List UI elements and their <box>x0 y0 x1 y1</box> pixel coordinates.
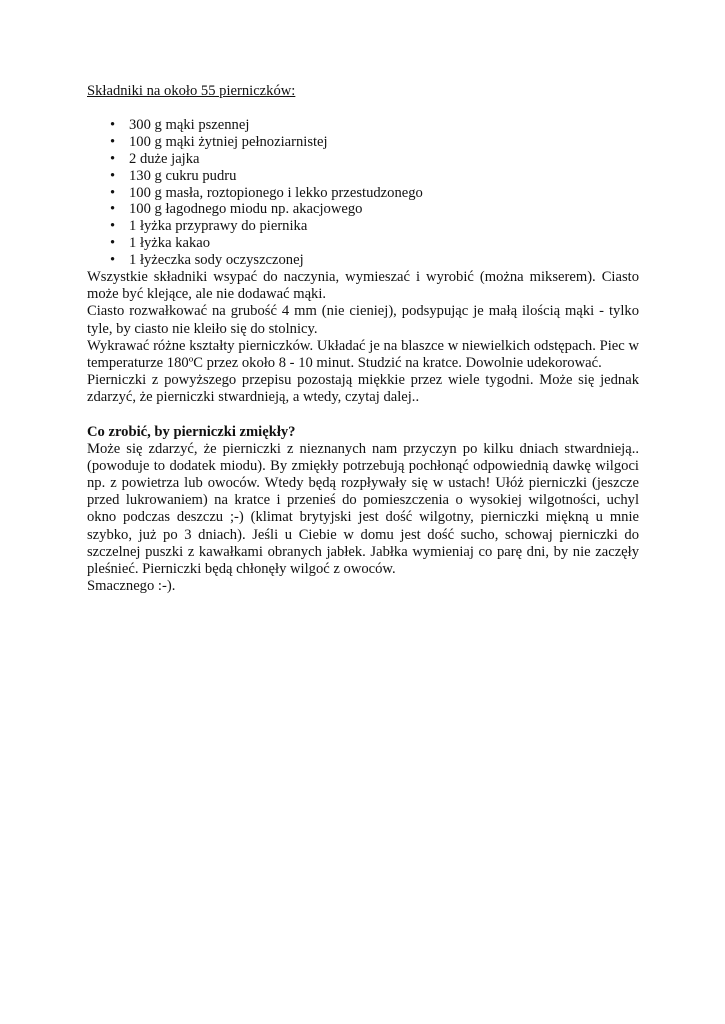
closing-line: Smacznego :-). <box>87 578 176 595</box>
bullet-icon: • <box>110 201 116 218</box>
ingredients-list <box>87 117 639 269</box>
softening-section-title: Co zrobić, by pierniczki zmiękły? <box>87 423 296 440</box>
bullet-icon: • <box>110 218 116 235</box>
instructions-mixing: Wszystkie składniki wsypać do naczynia, wymieszać i wyrobić (można mikserem). Ciasto może być klejące, ale nie dodawać mąki. <box>87 269 639 303</box>
bullet-icon: • <box>110 235 116 252</box>
list-item <box>87 151 639 168</box>
list-item <box>87 218 639 235</box>
list-item <box>87 117 639 134</box>
instructions-storage-note: Pierniczki z powyższego przepisu pozostają miękkie przez wiele tygodni. Może się jednak zdarzyć, że pierniczki stwardnieją, a wtedy, czytaj dalej.. <box>87 372 639 406</box>
list-item <box>87 252 639 269</box>
instructions-rolling: Ciasto rozwałkować na grubość 4 mm (nie cieniej), podsypując je małą ilością mąki - tylko tyle, by ciasto nie kleiło się do stolnicy. <box>87 303 639 337</box>
ingredient-text: 1 łyżka kakao <box>129 235 211 252</box>
document-page <box>87 83 639 595</box>
ingredient-text: 300 g mąki pszennej <box>129 117 250 133</box>
ingredients-heading: Składniki na około 55 pierniczków: <box>87 83 296 99</box>
ingredient-text: 100 g mąki żytniej pełnoziarnistej <box>129 133 328 150</box>
bullet-icon: • <box>110 184 116 201</box>
instructions-baking: Wykrawać różne kształty pierniczków. Układać je na blaszce w niewielkich odstępach. Piec w temperaturze 180ºC przez około 8 - 10 minut. Studzić na kratce. Dowolnie udekorować. <box>87 337 639 372</box>
bullet-icon: • <box>110 252 116 269</box>
ingredient-text: 1 łyżka przyprawy do piernika <box>129 218 308 235</box>
ingredient-text: 2 duże jajka <box>129 150 200 167</box>
list-item <box>87 168 639 185</box>
list-item <box>87 235 639 252</box>
list-item <box>87 201 639 218</box>
ingredient-text: 1 łyżeczka sody oczyszczonej <box>129 252 304 269</box>
list-item <box>87 134 639 151</box>
bullet-icon: • <box>110 133 116 150</box>
ingredient-text: 130 g cukru pudru <box>129 167 237 184</box>
list-item <box>87 185 639 202</box>
ingredient-text: 100 g masła, roztopionego i lekko przestudzonego <box>129 184 423 201</box>
softening-instructions: Może się zdarzyć, że pierniczki z nieznanych nam przyczyn po kilku dniach stwardnieją.. (powoduje to dodatek miodu). By zmiękły potrzebują pochłonąć odpowiednią dawkę wilgoci np. z powietrza lub owoców. Wtedy będą rozpływały się w ustach! Ułóż pierniczki (jeszcze przed lukrowaniem) na kratce i przenieś do pomieszczenia o wysokiej wilgotności, uchyl okno podczas deszczu ;-) (klimat brytyjski jest dość wilgotny, pierniczki miękną u mnie szybko, już po 3 dniach). Jeśli u Ciebie w domu jest dość sucho, schowaj pierniczki do szczelnej puszki z kawałkami obranych jabłek. Jabłka wymieniaj co parę dni, by nie zaczęły pleśnieć. Pierniczki będą chłonęły wilgoć z owoców. <box>87 440 639 578</box>
bullet-icon: • <box>110 167 116 184</box>
ingredient-text: 100 g łagodnego miodu np. akacjowego <box>129 201 363 218</box>
bullet-icon: • <box>110 117 116 133</box>
bullet-icon: • <box>110 150 116 167</box>
